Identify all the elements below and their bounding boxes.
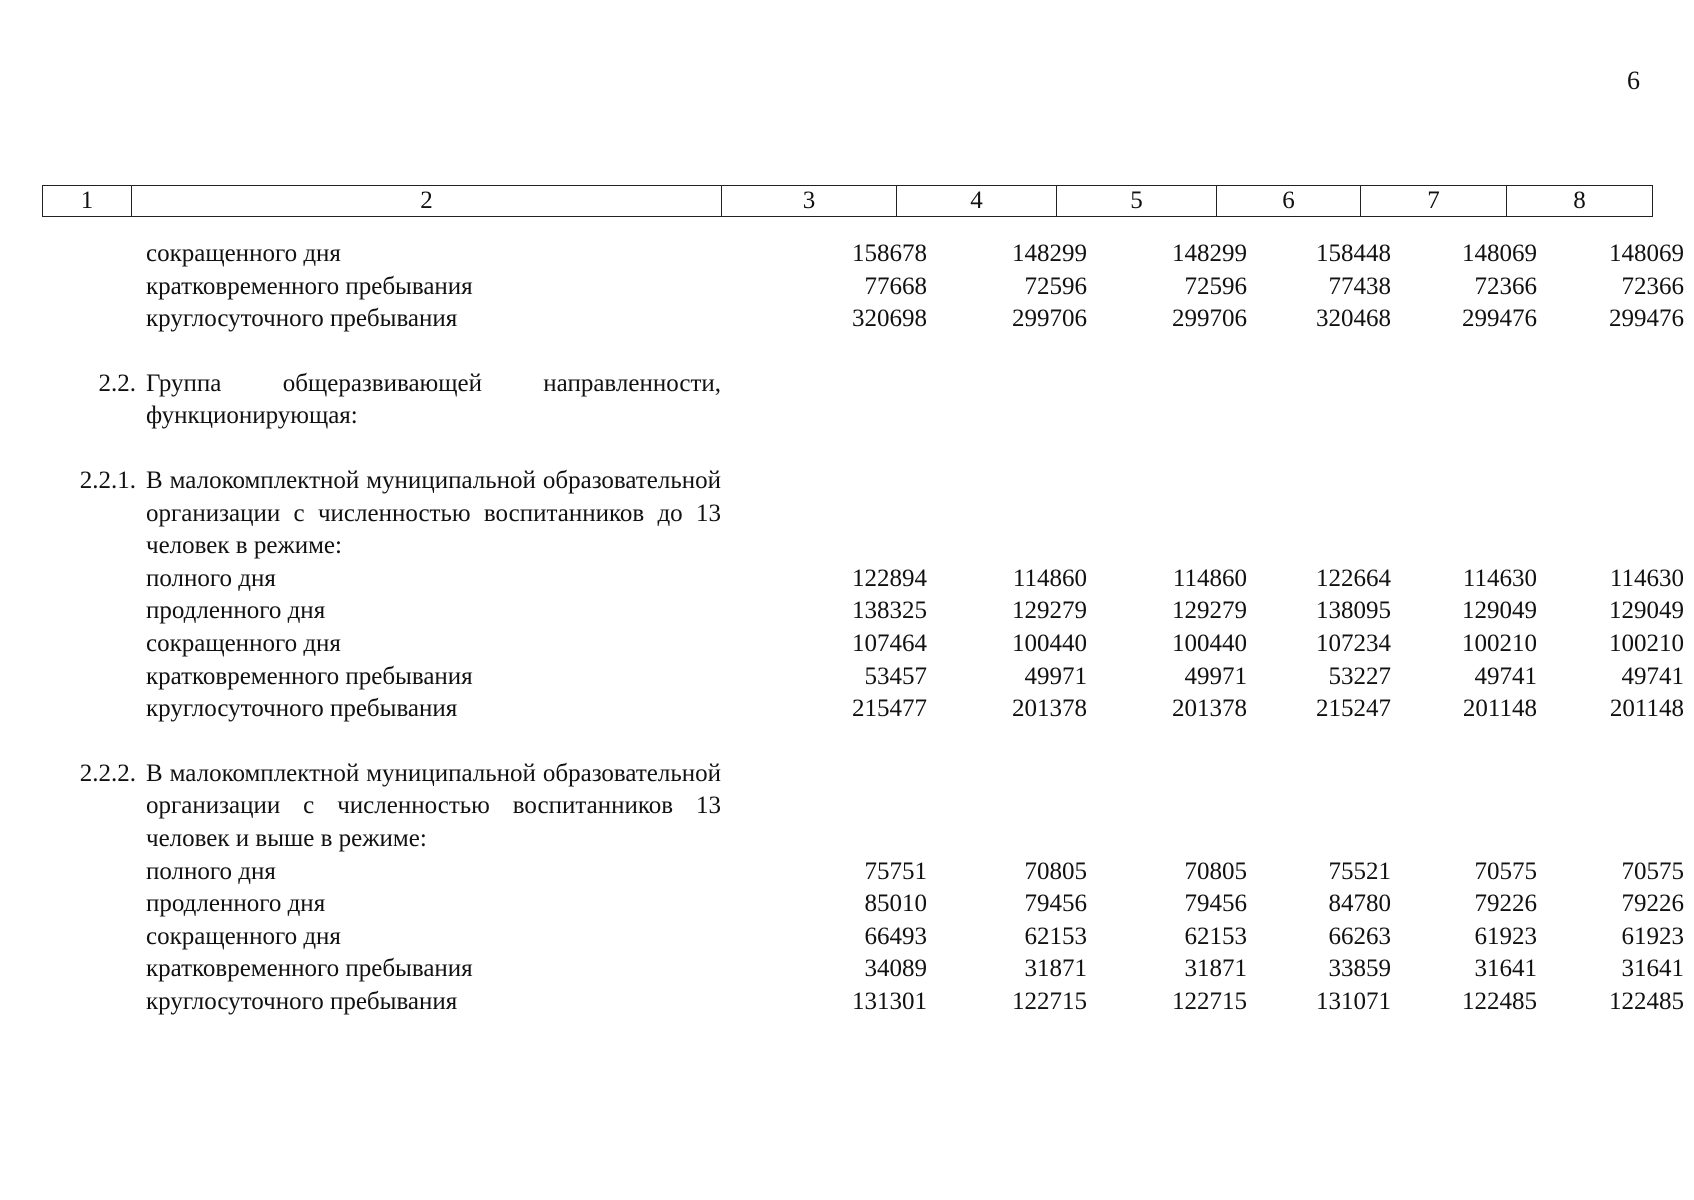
table-row	[42, 856, 1684, 889]
value-col-6: 131071	[1316, 987, 1391, 1015]
value-col-3: 75751	[864, 857, 927, 885]
section-number: 2.2.	[98, 369, 136, 397]
table-row	[42, 888, 1684, 921]
value-col-8: 61923	[1621, 922, 1684, 950]
value-col-7: 70575	[1474, 857, 1537, 885]
value-col-6: 158448	[1316, 240, 1391, 267]
header-col-6: 6	[1217, 186, 1361, 217]
value-col-5: 201378	[1172, 695, 1247, 723]
value-col-6: 33859	[1328, 955, 1391, 983]
value-col-5: 100440	[1172, 629, 1247, 657]
value-col-8: 70575	[1621, 857, 1684, 885]
section-title: В малокомплектной муниципальной образовательной организации с численностью воспитанников 13 человек и выше в режиме:	[146, 759, 721, 852]
value-col-4: 114860	[1012, 564, 1087, 592]
value-col-8: 299476	[1609, 305, 1684, 333]
value-col-3: 107464	[852, 629, 927, 657]
value-col-4: 72596	[1024, 272, 1087, 300]
row-label: полного дня	[146, 564, 276, 592]
value-col-8: 49741	[1621, 662, 1684, 690]
value-col-7: 201148	[1462, 695, 1537, 723]
row-label: кратковременного пребывания	[146, 662, 473, 690]
value-col-8: 72366	[1621, 272, 1684, 300]
value-col-4: 201378	[1012, 695, 1087, 723]
header-col-8: 8	[1507, 186, 1653, 217]
row-label: круглосуточного пребывания	[146, 695, 458, 723]
value-col-4: 49971	[1024, 662, 1087, 690]
value-col-7: 79226	[1474, 890, 1537, 918]
value-col-3: 34089	[864, 955, 927, 983]
table-row	[42, 303, 1684, 336]
value-col-7: 299476	[1462, 305, 1537, 333]
table-row	[42, 595, 1684, 628]
table-row	[42, 563, 1684, 596]
value-col-7: 100210	[1462, 629, 1537, 657]
value-col-6: 215247	[1316, 695, 1391, 723]
section-2-2	[42, 368, 1638, 433]
value-col-6: 107234	[1316, 629, 1391, 657]
value-col-4: 62153	[1024, 922, 1087, 950]
value-col-5: 114860	[1172, 564, 1247, 592]
section-number: 2.2.1.	[79, 466, 136, 494]
row-label: сокращенного дня	[146, 922, 341, 950]
value-col-3: 215477	[852, 695, 927, 723]
row-label: продленного дня	[146, 597, 326, 625]
value-col-6: 75521	[1328, 857, 1391, 885]
row-label: кратковременного пребывания	[146, 955, 473, 983]
value-col-4: 100440	[1012, 629, 1087, 657]
table-row	[42, 986, 1684, 1019]
value-col-6: 138095	[1316, 597, 1391, 625]
value-col-5: 31871	[1184, 955, 1247, 983]
table-row	[42, 628, 1684, 661]
value-col-5: 49971	[1184, 662, 1247, 690]
value-col-3: 77668	[864, 272, 927, 300]
value-col-4: 70805	[1024, 857, 1087, 885]
row-label: круглосуточного пребывания	[146, 987, 458, 1015]
value-col-3: 138325	[852, 597, 927, 625]
value-col-7: 72366	[1474, 272, 1537, 300]
row-label: сокращенного дня	[146, 629, 341, 657]
row-label: полного дня	[146, 857, 276, 885]
value-col-5: 70805	[1184, 857, 1247, 885]
table-row	[42, 238, 1684, 271]
value-col-7: 129049	[1462, 597, 1537, 625]
header-col-7: 7	[1361, 186, 1507, 217]
value-col-7: 148069	[1462, 240, 1537, 267]
row-label: круглосуточного пребывания	[146, 305, 458, 333]
value-col-7: 31641	[1474, 955, 1537, 983]
value-col-5: 62153	[1184, 922, 1247, 950]
value-col-3: 131301	[852, 987, 927, 1015]
table-row	[42, 921, 1684, 954]
table-row	[42, 661, 1684, 694]
value-col-6: 53227	[1328, 662, 1391, 690]
value-col-8: 100210	[1609, 629, 1684, 657]
value-col-8: 79226	[1621, 890, 1684, 918]
value-col-6: 320468	[1316, 305, 1391, 333]
section-number: 2.2.2.	[79, 759, 136, 787]
table-row	[42, 271, 1684, 304]
value-col-6: 84780	[1328, 890, 1391, 918]
section-2-2-1	[42, 465, 1638, 563]
section-title: В малокомплектной муниципальной образовательной организации с численностью воспитанников до 13 человек в режиме:	[146, 466, 721, 560]
row-label: сокращенного дня	[146, 240, 341, 267]
value-col-4: 122715	[1012, 987, 1087, 1015]
table-row	[42, 953, 1684, 986]
header-col-3: 3	[722, 186, 897, 217]
value-col-5: 72596	[1184, 272, 1247, 300]
value-col-7: 61923	[1474, 922, 1537, 950]
header-col-5: 5	[1057, 186, 1217, 217]
header-col-4: 4	[897, 186, 1057, 217]
value-col-8: 114630	[1609, 564, 1684, 592]
value-col-7: 49741	[1474, 662, 1537, 690]
value-col-5: 148299	[1172, 240, 1247, 267]
value-col-5: 129279	[1172, 597, 1247, 625]
section-2-2-2	[42, 758, 1638, 856]
row-label: кратковременного пребывания	[146, 272, 473, 300]
value-col-6: 66263	[1328, 922, 1391, 950]
value-col-6: 122664	[1316, 564, 1391, 592]
table-row	[42, 693, 1684, 726]
value-col-3: 122894	[852, 564, 927, 592]
value-col-4: 31871	[1024, 955, 1087, 983]
header-col-2: 2	[132, 186, 722, 217]
column-number-header	[42, 185, 1653, 217]
value-col-3: 85010	[864, 890, 927, 918]
value-col-5: 299706	[1172, 305, 1247, 333]
value-col-4: 299706	[1012, 305, 1087, 333]
value-col-7: 114630	[1462, 564, 1537, 592]
row-label: продленного дня	[146, 890, 326, 918]
value-col-3: 320698	[852, 305, 927, 333]
value-col-4: 129279	[1012, 597, 1087, 625]
section-title: Группа общеразвивающей направленности, функционирующая:	[146, 369, 721, 430]
value-col-6: 77438	[1328, 272, 1391, 300]
value-col-4: 148299	[1012, 240, 1087, 267]
value-col-3: 158678	[852, 240, 927, 267]
table-body	[42, 238, 1684, 1018]
value-col-8: 129049	[1609, 597, 1684, 625]
value-col-8: 31641	[1621, 955, 1684, 983]
value-col-5: 79456	[1184, 890, 1247, 918]
value-col-3: 66493	[864, 922, 927, 950]
header-col-1: 1	[43, 186, 132, 217]
value-col-4: 79456	[1024, 890, 1087, 918]
value-col-3: 53457	[864, 662, 927, 690]
value-col-5: 122715	[1172, 987, 1247, 1015]
value-col-8: 201148	[1609, 695, 1684, 723]
value-col-8: 148069	[1609, 240, 1684, 267]
value-col-7: 122485	[1462, 987, 1537, 1015]
page-number: 6	[1627, 66, 1640, 95]
value-col-8: 122485	[1609, 987, 1684, 1015]
